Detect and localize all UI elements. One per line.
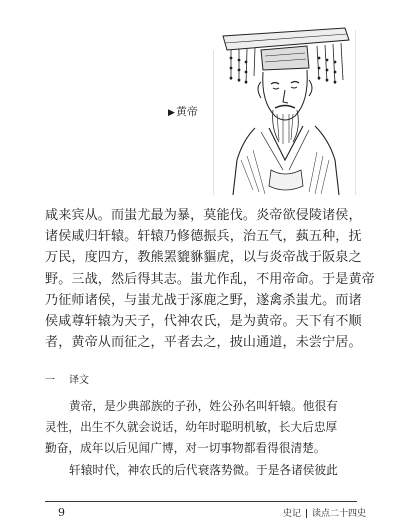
translation-line: 轩辕时代，神农氏的后代衰落势微。于是各诸侯彼此: [69, 462, 338, 477]
header-separator: [306, 509, 307, 518]
classical-line: 诸侯咸归轩辕。轩辕乃修德振兵，治五气，蓺五种，抚: [45, 229, 362, 245]
huangdi-portrait-illustration: [213, 10, 356, 195]
classical-line: 者，黄帝从而征之，平者去之，披山通道，未尝宁居。: [45, 335, 362, 351]
translation-line: 勤奋，成年以后见闻广博，对一切事物都看得很清楚。: [45, 441, 326, 456]
translation-text-block: [45, 396, 360, 481]
classical-line: 乃征师诸侯，与蚩尤战于涿鹿之野，遂禽杀蚩尤。而诸: [45, 292, 362, 308]
classical-line: 万民，度四方，教熊罴貔貅貙虎，以与炎帝战于阪泉之: [45, 250, 362, 266]
classical-line: 侯咸尊轩辕为天子，代神农氏，是为黄帝。天下有不顺: [45, 314, 362, 330]
classical-text-block: [45, 205, 375, 353]
section-marker: 一: [45, 375, 55, 386]
classical-line: 咸来宾从。而蚩尤最为暴，莫能伐。炎帝欲侵陵诸侯，: [45, 208, 362, 223]
running-header: [283, 508, 366, 520]
series-title: 读点二十四史: [312, 509, 367, 519]
footer-divider: [45, 501, 357, 502]
translation-section-heading: [45, 374, 89, 388]
caption-text: 黄帝: [175, 105, 198, 118]
caption-marker-icon: ▶: [168, 108, 175, 118]
translation-line: 灵性，出生不久就会说话，幼年时聪明机敏，长大后忠厚: [45, 420, 338, 435]
translation-line: 黄帝，是少典部族的子孙，姓公孙名叫轩辕。他很有: [69, 399, 338, 413]
section-title: 译文: [69, 375, 89, 386]
portrait-caption: [168, 105, 198, 120]
book-title: 史记: [283, 509, 302, 519]
page-number: 9: [58, 506, 65, 519]
classical-line: 野。三战，然后得其志。蚩尤作乱，不用帝命。于是黄帝: [45, 271, 375, 287]
